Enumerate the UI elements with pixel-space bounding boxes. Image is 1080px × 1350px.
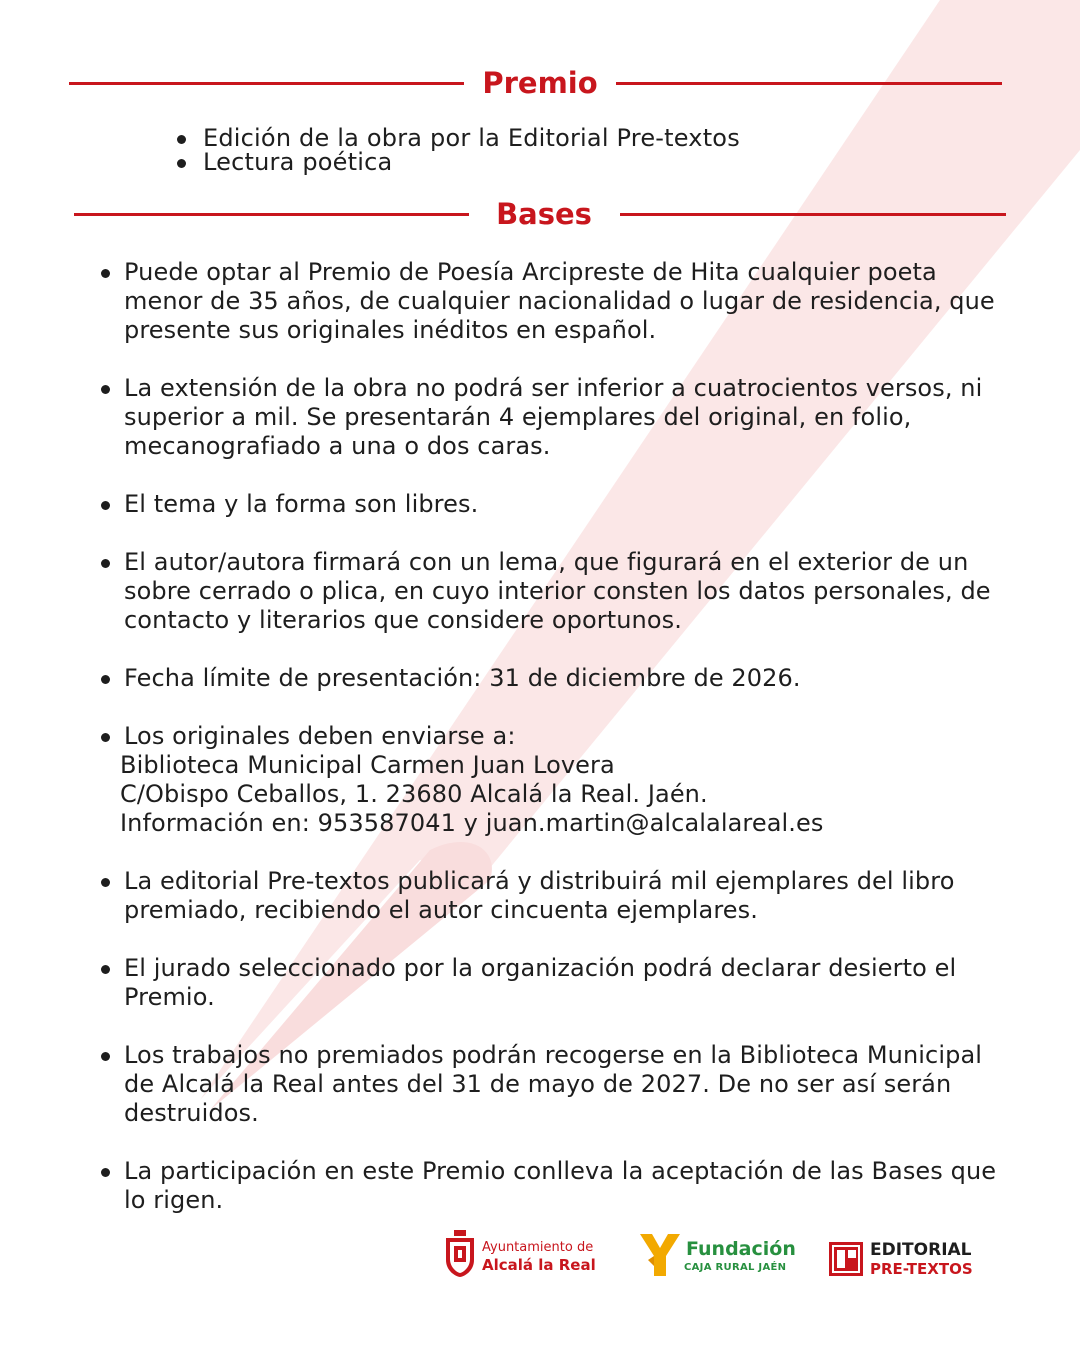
sponsor-logos — [0, 1228, 1080, 1288]
bases-section-header — [0, 194, 1080, 234]
bullet-icon — [101, 385, 110, 394]
bases-item: La editorial Pre-textos publicará y distribuirá mil ejemplares del libro premiado, recibiendo el autor cincuenta ejemplares. — [98, 867, 1008, 925]
bases-item: Fecha límite de presentación: 31 de diciembre de 2026. — [98, 664, 1008, 693]
crest-icon — [444, 1230, 476, 1278]
premio-section-header — [0, 63, 1080, 103]
alcala-logo-line2: Alcalá la Real — [482, 1256, 596, 1274]
bullet-icon — [101, 733, 110, 742]
bullet-icon — [101, 501, 110, 510]
bases-list — [98, 258, 1008, 1244]
bases-item: El tema y la forma son libres. — [98, 490, 1008, 519]
bases-item: Puede optar al Premio de Poesía Arcipreste de Hita cualquier poeta menor de 35 años, de cualquier nacionalidad o lugar de residencia, que presente sus originales inéditos en español. — [98, 258, 1008, 345]
fundacion-logo — [638, 1228, 798, 1284]
premio-rule-right — [616, 82, 1002, 85]
fundacion-logo-line2: CAJA RURAL JAÉN — [684, 1262, 787, 1273]
alcala-logo-line1: Ayuntamiento de — [482, 1240, 594, 1255]
bullet-icon — [101, 559, 110, 568]
bullet-icon — [101, 878, 110, 887]
premio-item: Edición de la obra por la Editorial Pre-textos — [172, 126, 740, 150]
bullet-icon — [177, 159, 186, 168]
bases-rule-right — [620, 213, 1006, 216]
bases-item: La participación en este Premio conlleva la aceptación de las Bases que lo rigen. — [98, 1157, 1008, 1215]
fundacion-logo-line1: Fundación — [686, 1238, 796, 1260]
bases-item: Los trabajos no premiados podrán recogerse en la Biblioteca Municipal de Alcalá la Real antes del 31 de mayo de 2027. De no ser así serán destruidos. — [98, 1041, 1008, 1128]
alcala-logo — [444, 1228, 614, 1284]
pretextos-mark-icon — [829, 1242, 863, 1276]
address-line-1: Biblioteca Municipal Carmen Juan Lovera — [120, 751, 615, 779]
premio-heading: Premio — [482, 66, 598, 100]
editorial-logo — [829, 1228, 979, 1284]
editorial-logo-line1: EDITORIAL — [870, 1240, 972, 1260]
bases-item-address: Los originales deben enviarse a: Biblioteca Municipal Carmen Juan Lovera C/Obispo Ceballos, 1. 23680 Alcalá la Real. Jaén. Información en: 953587041 y juan.martin@alcalalareal.es — [98, 722, 1008, 838]
bases-item: La extensión de la obra no podrá ser inferior a cuatrocientos versos, ni superior a mil. Se presentarán 4 ejemplares del original, en folio, mecanografiado a una o dos caras. — [98, 374, 1008, 461]
bullet-icon — [101, 965, 110, 974]
fundacion-mark-icon — [638, 1230, 682, 1278]
premio-item: Lectura poética — [172, 150, 740, 174]
editorial-logo-line2: PRE-TEXTOS — [870, 1260, 973, 1278]
bullet-icon — [101, 269, 110, 278]
bases-item: El autor/autora firmará con un lema, que figurará en el exterior de un sobre cerrado o plica, en cuyo interior consten los datos personales, de contacto y literarios que considere oportunos. — [98, 548, 1008, 635]
bases-item: El jurado seleccionado por la organización podrá declarar desierto el Premio. — [98, 954, 1008, 1012]
premio-list — [172, 126, 740, 174]
bullet-icon — [177, 135, 186, 144]
address-line-2: C/Obispo Ceballos, 1. 23680 Alcalá la Real. Jaén. — [120, 780, 708, 808]
bullet-icon — [101, 1052, 110, 1061]
address-line-3: Información en: 953587041 y juan.martin@alcalalareal.es — [120, 809, 824, 837]
bullet-icon — [101, 675, 110, 684]
bases-heading: Bases — [496, 197, 592, 231]
bullet-icon — [101, 1168, 110, 1177]
